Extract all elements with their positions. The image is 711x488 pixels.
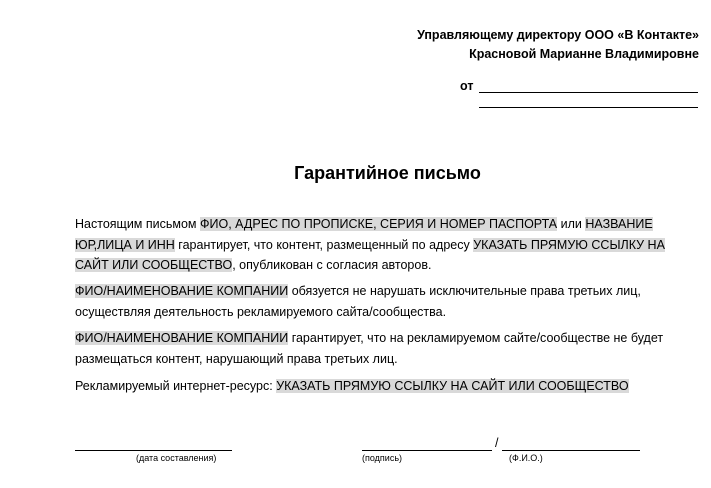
from-row [460, 79, 698, 93]
name-caption: (Ф.И.О.) [509, 453, 543, 463]
paragraph-2 [75, 281, 700, 322]
paragraph-3-text: гарантирует, что на рекламируемом сайте/сообществе не будет размещаться контент, нарушающий права третьих лиц. [75, 331, 664, 366]
signature-slash: / [495, 436, 499, 450]
from-label: от [460, 79, 474, 93]
addressee-block [417, 26, 699, 64]
signature-caption: (подпись) [362, 453, 403, 463]
placeholder-name-company: ФИО/НАИМЕНОВАНИЕ КОМПАНИИ [75, 284, 289, 298]
from-blank-line [479, 81, 698, 93]
name-signature-line [502, 450, 640, 451]
paragraph-1-text-3: гарантирует, что контент, размещенный по адресу [174, 237, 474, 252]
placeholder-person-details: ФИО, АДРЕС ПО ПРОПИСКЕ, СЕРИЯ И НОМЕР ПАСПОРТА [200, 217, 558, 231]
date-signature-line [75, 450, 232, 451]
from-blank-line-2 [479, 107, 698, 108]
placeholder-site-link: УКАЗАТЬ ПРЯМУЮ ССЫЛКУ НА САЙТ ИЛИ СООБЩЕСТВО [75, 237, 665, 272]
date-caption: (дата составления) [136, 453, 217, 463]
paragraph-2-text: обязуется не нарушать исключительные права третьих лиц, осуществляя деятельность рекламируемого сайта/сообщества. [75, 284, 641, 319]
placeholder-site-link: УКАЗАТЬ ПРЯМУЮ ССЫЛКУ НА САЙТ ИЛИ СООБЩЕСТВО [276, 379, 629, 393]
placeholder-name-company: ФИО/НАИМЕНОВАНИЕ КОМПАНИИ [75, 331, 289, 345]
paragraph-4 [75, 376, 700, 397]
addressee-line-1: Управляющему директору ООО «В Контакте» [417, 28, 699, 42]
signature-line [362, 450, 492, 451]
paragraph-1-text-2: или [557, 217, 586, 231]
placeholder-company-details: НАЗВАНИЕ ЮР,ЛИЦА И ИНН [75, 217, 653, 252]
page-title: Гарантийное письмо [294, 163, 481, 183]
paragraph-1-text-4: , опубликован с согласия авторов. [232, 258, 432, 272]
paragraph-1 [75, 214, 700, 276]
paragraph-4-text: Рекламируемый интернет-ресурс: [75, 379, 277, 393]
paragraph-1-text-1: Настоящим письмом [75, 217, 200, 231]
paragraph-3 [75, 328, 700, 369]
addressee-line-2: Красновой Марианне Владимировне [469, 47, 699, 61]
